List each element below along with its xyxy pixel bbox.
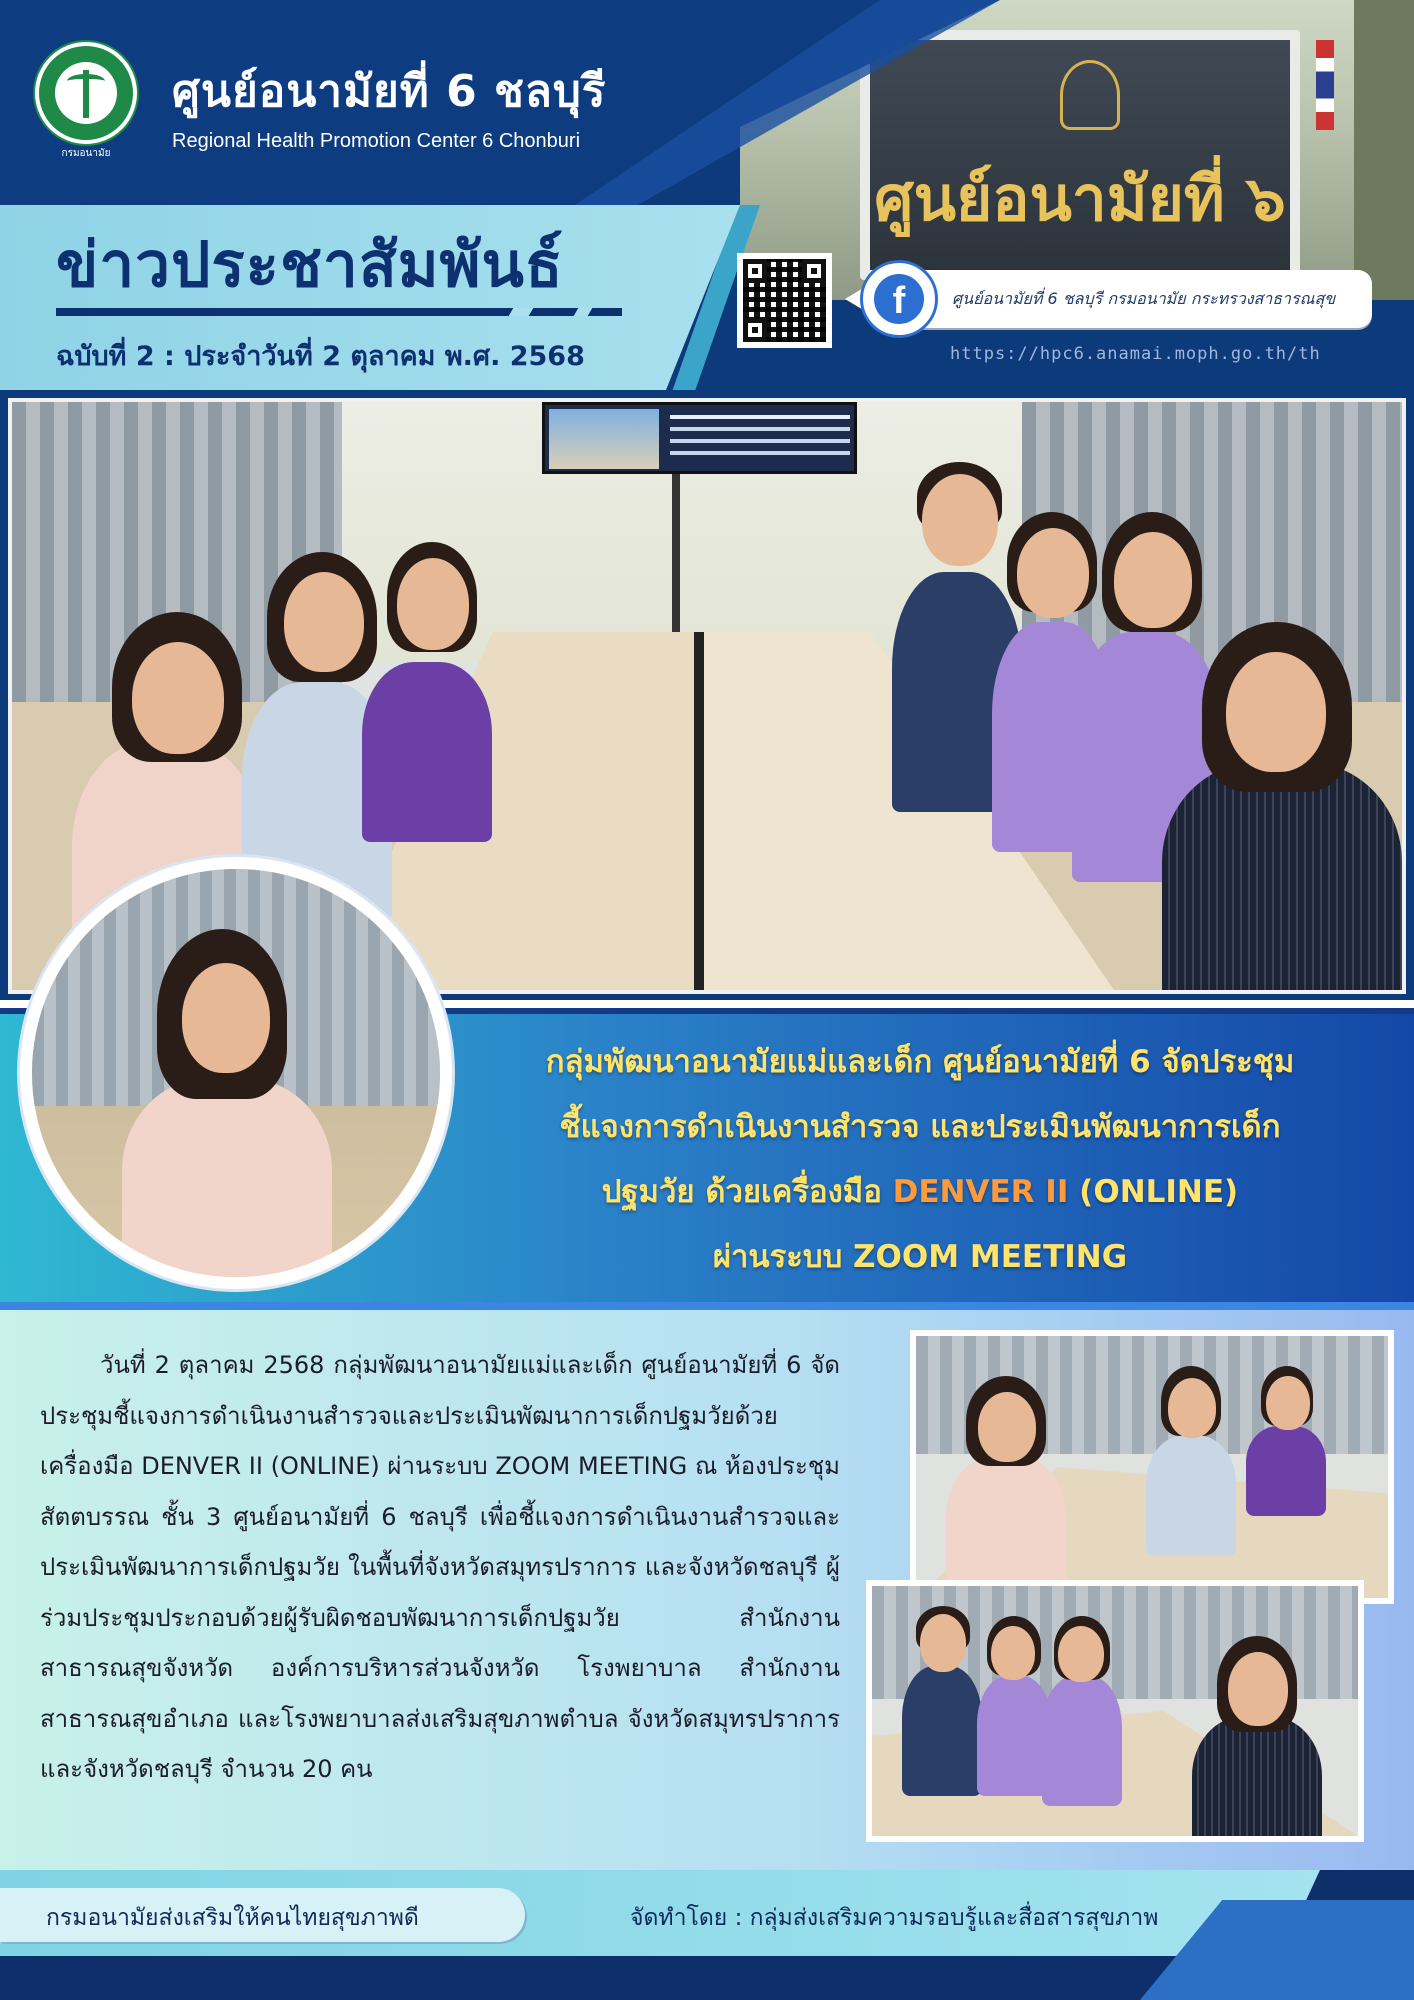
headline-line-4: ผ่านระบบ ZOOM MEETING bbox=[712, 1239, 1128, 1275]
logo-caption: กรมอนามัย bbox=[61, 148, 111, 159]
qr-code[interactable] bbox=[737, 253, 832, 348]
thai-flag bbox=[1316, 40, 1334, 130]
footer-credit: จัดทำโดย : กลุ่มส่งเสริมความรอบรู้และสื่อสารสุขภาพ bbox=[630, 1905, 1159, 1931]
org-title: ศูนย์อนามัยที่ 6 ชลบุรี bbox=[172, 66, 607, 117]
org-subtitle: Regional Health Promotion Center 6 Chonburi bbox=[172, 130, 581, 152]
facebook-page-name[interactable]: ศูนย์อนามัยที่ 6 ชลบุรี กรมอนามัย กระทรวงสาธารณสุข bbox=[952, 289, 1336, 308]
meeting-photo-right-group bbox=[866, 1580, 1364, 1842]
headline-line-1: กลุ่มพัฒนาอนามัยแม่และเด็ก ศูนย์อนามัยที่ 6 จัดประชุม bbox=[545, 1044, 1295, 1080]
denver-highlight: DENVER II bbox=[892, 1174, 1069, 1210]
issue-line: ฉบับที่ 2 : ประจำวันที่ 2 ตุลาคม พ.ศ. 2568 bbox=[56, 341, 585, 372]
sign-text: ศูนย์อนามัยที่ ๖ bbox=[874, 162, 1286, 235]
emblem-icon bbox=[1060, 60, 1120, 130]
title-underline bbox=[56, 308, 622, 316]
news-title: ข่าวประชาสัมพันธ์ bbox=[56, 228, 564, 301]
article-paragraph: วันที่ 2 ตุลาคม 2568 กลุ่มพัฒนาอนามัยแม่และเด็ก ศูนย์อนามัยที่ 6 จัดประชุมชี้แจงการดำเนินงานสำรวจและประเมินพัฒนาการเด็กปฐมวัยด้วยเครื่องมือ DENVER II (ONLINE) ผ่านระบบ ZOOM MEETING ณ ห้องประชุมสัตตบรรณ ชั้น 3 ศูนย์อนามัยที่ 6 ชลบุรี เพื่อชี้แจงการดำเนินงานสำรวจและประเมินพัฒนาการเด็กปฐมวัย ในพื้นที่จังหวัดสมุทรปราการ และจังหวัดชลบุรี ผู้ร่วมประชุมประกอบด้วยผู้รับผิดชอบพัฒนาการเด็กปฐมวัย สำนักงานสาธารณสุขจังหวัด องค์การบริหารส่วนจังหวัด โรงพยาบาล สำนักงานสาธารณสุขอำเภอ และโรงพยาบาลส่งเสริมสุขภาพตำบล จังหวัดสมุทรปราการ และจังหวัดชลบุรี จำนวน 20 คน bbox=[40, 1351, 840, 1783]
facebook-icon[interactable]: f bbox=[860, 260, 938, 338]
headline-line-3: ปฐมวัย ด้วยเครื่องมือ DENVER II (ONLINE) bbox=[601, 1174, 1239, 1210]
speaker-portrait bbox=[20, 857, 452, 1289]
website-url[interactable]: https://hpc6.anamai.moph.go.th/th bbox=[950, 344, 1321, 364]
headline bbox=[445, 1030, 1395, 1290]
building-sign bbox=[860, 30, 1300, 280]
tv-screen bbox=[542, 402, 857, 474]
meeting-photo-left-group bbox=[910, 1330, 1394, 1604]
footer-slogan: กรมอนามัยส่งเสริมให้คนไทยสุขภาพดี bbox=[46, 1905, 419, 1931]
article-body bbox=[40, 1340, 840, 1795]
headline-line-2: ชี้แจงการดำเนินงานสำรวจ และประเมินพัฒนาการเด็ก bbox=[559, 1109, 1281, 1145]
ministry-logo bbox=[35, 42, 137, 144]
